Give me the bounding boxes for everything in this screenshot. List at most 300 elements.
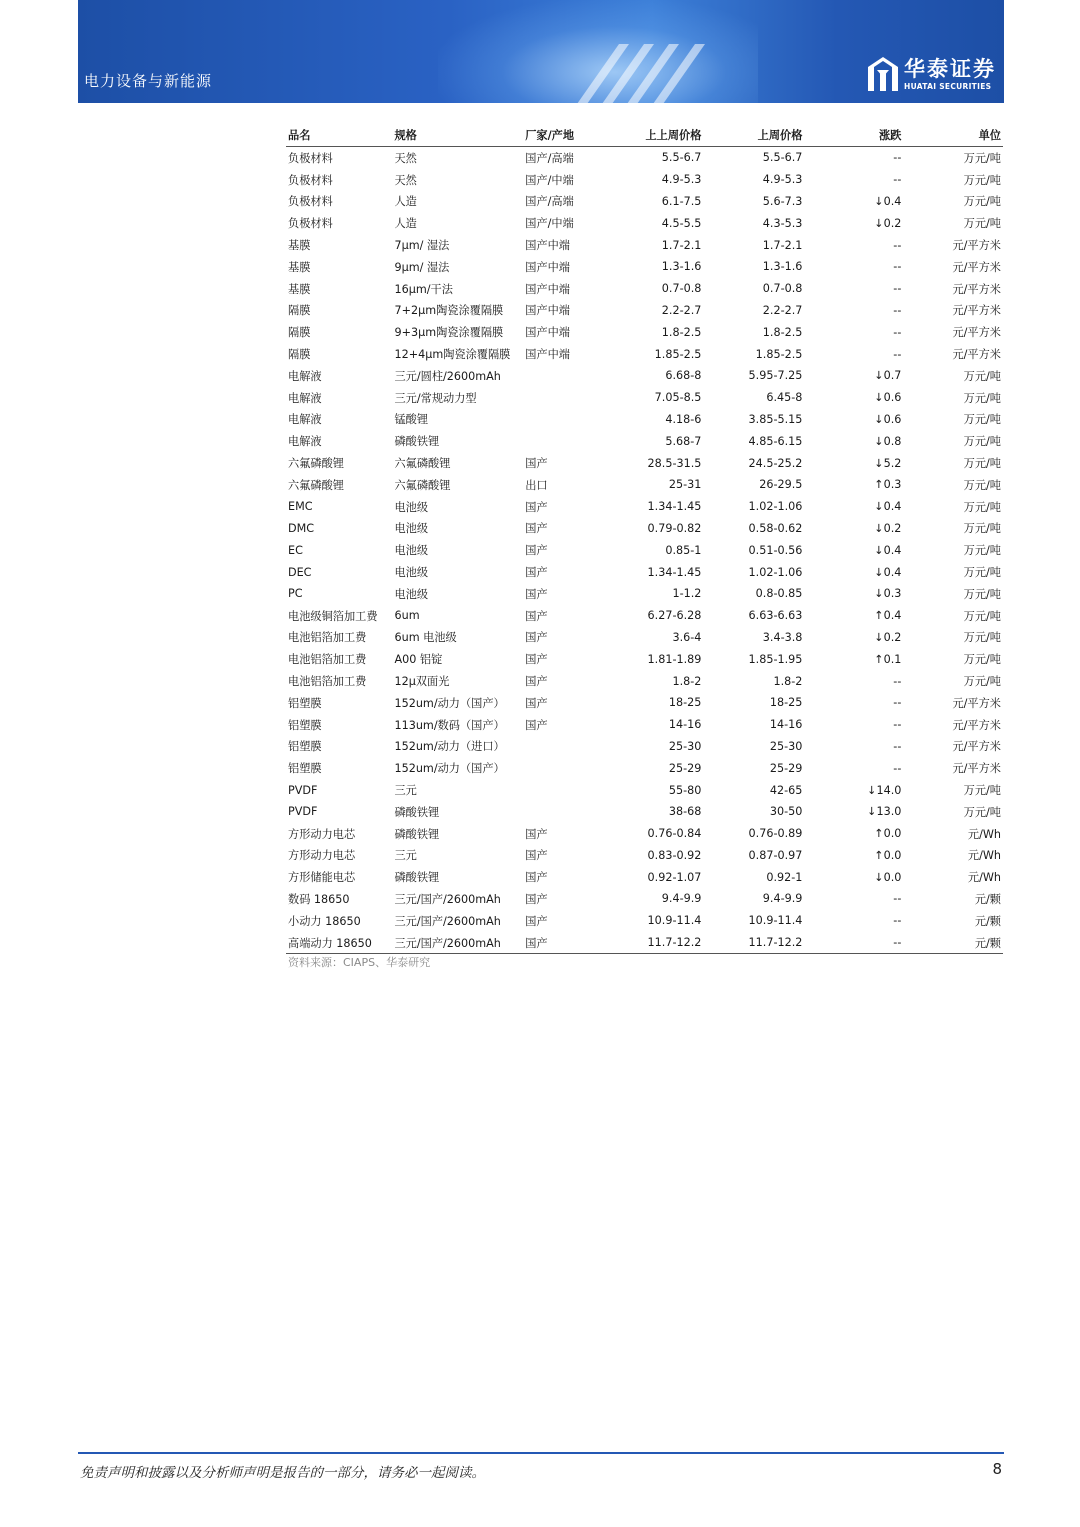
cell-prev-prev-price: 1.81-1.89 <box>647 652 702 666</box>
source-note: 资料来源：CIAPS、华泰研究 <box>288 956 431 969</box>
cell-change: ↑0.3 <box>874 478 902 492</box>
table-row <box>286 278 1003 300</box>
cell-product: DMC <box>288 521 315 535</box>
cell-unit: 万元/吨 <box>963 653 1001 667</box>
cell-prev-price: 25-30 <box>769 739 803 753</box>
cell-change: -- <box>893 696 902 710</box>
cell-prev-price: 42-65 <box>769 783 803 797</box>
cell-origin <box>523 779 611 801</box>
cell-origin: 国产 <box>525 522 548 536</box>
cell-spec: 三元/常规动力型 <box>394 391 477 405</box>
cell-unit: 元/平方米 <box>952 696 1001 710</box>
table-header-row <box>286 124 1003 147</box>
cell-origin <box>523 430 611 452</box>
cell-origin: 国产中端 <box>525 348 570 362</box>
cell-product: 小动力 18650 <box>288 914 361 928</box>
cell-spec: 三元/国产/2600mAh <box>394 892 501 906</box>
cell-origin: 国产 <box>525 871 548 885</box>
column-header: 上周价格 <box>703 124 804 147</box>
column-header: 品名 <box>286 124 392 147</box>
cell-unit: 万元/吨 <box>963 675 1001 689</box>
cell-change: ↓0.2 <box>874 521 902 535</box>
cell-origin: 国产 <box>525 631 548 645</box>
table-row <box>286 670 1003 692</box>
cell-unit: 万元/吨 <box>963 173 1001 187</box>
cell-prev-prev-price: 5.68-7 <box>665 434 702 448</box>
cell-prev-price: 4.85-6.15 <box>748 434 803 448</box>
cell-prev-prev-price: 10.9-11.4 <box>647 914 702 928</box>
table-row <box>286 583 1003 605</box>
cell-prev-prev-price: 0.79-0.82 <box>647 521 702 535</box>
table-row <box>286 823 1003 845</box>
table-row <box>286 147 1003 169</box>
cell-unit: 元/平方米 <box>952 326 1001 340</box>
cell-unit: 元/平方米 <box>952 239 1001 253</box>
cell-prev-price: 6.63-6.63 <box>748 609 803 623</box>
cell-origin <box>523 757 611 779</box>
cell-change: ↓13.0 <box>867 805 902 819</box>
cell-origin <box>523 409 611 431</box>
cell-unit: 万元/吨 <box>963 522 1001 536</box>
cell-unit: 元/Wh <box>967 849 1001 863</box>
cell-unit: 万元/吨 <box>963 784 1001 797</box>
cell-unit: 万元/吨 <box>963 195 1001 209</box>
cell-origin: 国产 <box>525 675 548 689</box>
cell-change: ↑0.0 <box>874 827 902 841</box>
cell-product: EC <box>288 543 303 557</box>
cell-spec: A00 铝锭 <box>394 653 443 667</box>
cell-change: -- <box>893 238 902 252</box>
cell-unit: 元/平方米 <box>952 282 1001 296</box>
cell-change: -- <box>893 325 902 339</box>
header-banner <box>78 0 1004 103</box>
cell-spec: 磷酸铁锂 <box>394 805 440 819</box>
table-row <box>286 300 1003 322</box>
table-row <box>286 212 1003 234</box>
table-row <box>286 757 1003 779</box>
logo-name-cn: 华泰证券 <box>904 56 996 81</box>
cell-unit: 元/平方米 <box>952 304 1001 318</box>
cell-prev-prev-price: 0.76-0.84 <box>647 827 702 841</box>
cell-change: -- <box>893 151 902 165</box>
cell-prev-prev-price: 28.5-31.5 <box>647 456 702 470</box>
table-row <box>286 474 1003 496</box>
cell-prev-prev-price: 7.05-8.5 <box>654 391 702 405</box>
cell-change: -- <box>893 173 902 187</box>
cell-product: 基膜 <box>288 260 311 274</box>
cell-prev-prev-price: 5.5-6.7 <box>661 151 702 165</box>
cell-origin: 国产中端 <box>525 304 570 318</box>
cell-prev-price: 1.3-1.6 <box>762 260 803 274</box>
cell-spec: 磷酸铁锂 <box>394 871 440 885</box>
cell-prev-price: 1.85-1.95 <box>748 652 803 666</box>
cell-origin: 国产/中端 <box>525 217 574 231</box>
table-row <box>286 779 1003 801</box>
cell-product: 方形储能电芯 <box>288 871 356 885</box>
cell-change: ↑0.1 <box>874 652 902 666</box>
cell-prev-prev-price: 1.85-2.5 <box>654 347 702 361</box>
page-number: 8 <box>992 1460 1002 1478</box>
cell-prev-prev-price: 1.8-2 <box>672 674 702 688</box>
table-row <box>286 409 1003 431</box>
cell-origin: 国产 <box>525 500 548 514</box>
cell-unit: 万元/吨 <box>963 500 1001 514</box>
cell-prev-prev-price: 38-68 <box>668 805 702 819</box>
column-header: 上上周价格 <box>611 124 703 147</box>
cell-prev-prev-price: 1.34-1.45 <box>647 500 702 514</box>
cell-change: ↑0.0 <box>874 848 902 862</box>
cell-prev-price: 6.45-8 <box>766 391 803 405</box>
cell-product: 方形动力电芯 <box>288 827 356 841</box>
table-row <box>286 692 1003 714</box>
cell-change: ↓0.4 <box>874 565 902 579</box>
cell-prev-price: 11.7-12.2 <box>703 932 804 954</box>
cell-product: 基膜 <box>288 282 311 296</box>
cell-prev-price: 1.8-2 <box>773 674 803 688</box>
cell-prev-prev-price: 11.7-12.2 <box>611 932 703 954</box>
table-row <box>286 234 1003 256</box>
cell-product: 隔膜 <box>288 348 311 362</box>
cell-change: ↓0.6 <box>874 412 902 426</box>
cell-change: ↓0.6 <box>874 391 902 405</box>
cell-product: 高端动力 18650 <box>286 932 392 954</box>
cell-product: 电解液 <box>288 369 322 383</box>
cell-unit: 元/平方米 <box>952 762 1001 776</box>
cell-origin: 国产/高端 <box>525 195 574 209</box>
cell-change: ↓0.2 <box>874 630 902 644</box>
cell-prev-prev-price: 0.7-0.8 <box>661 282 702 296</box>
cell-spec: 天然 <box>394 173 417 187</box>
cell-unit: 元/颗 <box>974 914 1001 928</box>
cell-origin: 国产 <box>525 653 548 667</box>
table-row <box>286 365 1003 387</box>
cell-spec: 磷酸铁锂 <box>394 827 440 841</box>
cell-product: 数码 18650 <box>288 892 350 906</box>
cell-prev-price: 30-50 <box>769 805 803 819</box>
cell-origin: 国产中端 <box>525 282 570 296</box>
cell-prev-prev-price: 1.8-2.5 <box>661 325 702 339</box>
table-row <box>286 648 1003 670</box>
column-header: 规格 <box>392 124 523 147</box>
cell-change: ↓0.4 <box>874 194 902 208</box>
cell-change: -- <box>893 303 902 317</box>
cell-origin: 国产 <box>525 892 548 906</box>
cell-change: ↓0.0 <box>874 870 902 884</box>
cell-prev-price: 0.58-0.62 <box>748 521 803 535</box>
cell-spec: 三元/国产/2600mAh <box>394 914 501 928</box>
cell-spec: 电池级 <box>394 566 429 580</box>
cell-product: DEC <box>288 565 312 579</box>
cell-spec: 12+4μm陶瓷涂覆隔膜 <box>394 348 511 362</box>
table-row <box>286 496 1003 518</box>
cell-spec: 人造 <box>394 217 417 231</box>
cell-unit: 元/平方米 <box>952 740 1001 754</box>
cell-prev-price: 14-16 <box>769 718 803 732</box>
cell-prev-prev-price: 25-31 <box>668 478 702 492</box>
cell-change: ↓5.2 <box>874 456 902 470</box>
cell-change: ↓14.0 <box>867 783 902 797</box>
cell-spec: 电池级 <box>394 544 429 558</box>
table-body <box>286 147 1003 954</box>
cell-change: ↓0.2 <box>874 216 902 230</box>
company-logo <box>868 57 996 91</box>
cell-unit: 万元/吨 <box>963 151 1001 165</box>
cell-unit: 元/颗 <box>974 892 1001 906</box>
cell-change: ↓0.4 <box>874 543 902 557</box>
cell-product: EMC <box>288 500 313 514</box>
cell-product: 基膜 <box>288 239 311 253</box>
cell-prev-prev-price: 0.83-0.92 <box>647 848 702 862</box>
cell-prev-price: 4.9-5.3 <box>762 173 803 187</box>
cell-spec: 9+3μm陶瓷涂覆隔膜 <box>394 326 504 340</box>
cell-change: -- <box>893 761 902 775</box>
cell-spec: 113um/数码（国产） <box>394 718 505 732</box>
cell-change: ↓0.4 <box>874 500 902 514</box>
cell-origin: 国产 <box>523 932 611 954</box>
cell-spec: 6um <box>394 609 420 623</box>
cell-origin: 国产中端 <box>525 239 570 253</box>
table-row <box>286 866 1003 888</box>
cell-product: 电池铝箔加工费 <box>288 631 367 645</box>
cell-product: PVDF <box>288 805 318 819</box>
cell-prev-prev-price: 55-80 <box>668 783 702 797</box>
cell-prev-prev-price: 6.1-7.5 <box>661 194 702 208</box>
cell-unit: 万元/吨 <box>963 544 1001 558</box>
cell-change: -- <box>893 718 902 732</box>
logo-mark-icon <box>868 57 898 91</box>
cell-unit: 万元/吨 <box>963 631 1001 645</box>
cell-spec: 152um/动力（进口） <box>394 740 505 754</box>
cell-spec: 三元/圆柱/2600mAh <box>394 369 501 383</box>
cell-spec: 三元 <box>394 849 417 863</box>
cell-prev-prev-price: 1.34-1.45 <box>647 565 702 579</box>
cell-product: 负极材料 <box>288 173 333 187</box>
cell-product: 电池铝箔加工费 <box>288 653 367 667</box>
cell-spec: 天然 <box>394 151 417 165</box>
cell-spec: 三元/国产/2600mAh <box>392 932 523 954</box>
cell-prev-price: 0.8-0.85 <box>755 587 803 601</box>
cell-product: 隔膜 <box>288 326 311 340</box>
cell-unit: 万元/吨 <box>963 391 1001 405</box>
cell-spec: 三元 <box>394 784 417 797</box>
cell-unit: 万元/吨 <box>963 457 1001 471</box>
cell-origin: 国产 <box>525 587 548 601</box>
table-row <box>286 801 1003 823</box>
cell-unit: 万元/吨 <box>963 435 1001 449</box>
cell-prev-price: 1.8-2.5 <box>762 325 803 339</box>
cell-product: 方形动力电芯 <box>288 849 356 863</box>
table-row <box>286 169 1003 191</box>
cell-unit: 元/平方米 <box>952 348 1001 362</box>
table-row <box>286 561 1003 583</box>
cell-unit: 万元/吨 <box>963 369 1001 383</box>
table-row <box>286 845 1003 867</box>
cell-unit: 万元/吨 <box>963 413 1001 427</box>
cell-unit: 元/Wh <box>967 827 1001 841</box>
cell-product: 铝塑膜 <box>288 740 322 754</box>
cell-product: 电解液 <box>288 413 322 427</box>
table-row <box>286 888 1003 910</box>
price-table <box>286 124 1003 954</box>
cell-change: -- <box>804 932 903 954</box>
cell-change: -- <box>893 892 902 906</box>
cell-unit: 元/平方米 <box>952 718 1001 732</box>
cell-prev-price: 1.7-2.1 <box>762 238 803 252</box>
cell-origin <box>523 736 611 758</box>
cell-change: ↓0.7 <box>874 369 902 383</box>
cell-prev-price: 5.95-7.25 <box>748 369 803 383</box>
table-row <box>286 736 1003 758</box>
cell-prev-prev-price: 3.6-4 <box>672 630 702 644</box>
cell-product: PVDF <box>288 783 318 797</box>
cell-unit: 元/平方米 <box>952 260 1001 274</box>
cell-unit: 元/Wh <box>967 871 1001 885</box>
cell-product: 电池级铜箔加工费 <box>288 609 378 623</box>
cell-spec: 六氟磷酸锂 <box>394 478 451 492</box>
cell-prev-prev-price: 0.85-1 <box>665 543 702 557</box>
cell-spec: 电池级 <box>394 587 429 601</box>
table-row <box>286 627 1003 649</box>
cell-unit: 万元/吨 <box>963 566 1001 580</box>
footer-disclaimer: 免责声明和披露以及分析师声明是报告的一部分，请务必一起阅读。 <box>80 1465 485 1481</box>
cell-product: 负极材料 <box>288 195 333 209</box>
cell-change: -- <box>893 674 902 688</box>
table-row <box>286 321 1003 343</box>
cell-prev-price: 24.5-25.2 <box>748 456 803 470</box>
cell-product: 负极材料 <box>288 217 333 231</box>
cell-unit: 元/颗 <box>903 932 1003 954</box>
cell-prev-prev-price: 14-16 <box>668 718 702 732</box>
cell-change: -- <box>893 739 902 753</box>
cell-prev-prev-price: 4.5-5.5 <box>661 216 702 230</box>
cell-origin: 出口 <box>525 478 548 492</box>
cell-prev-price: 1.85-2.5 <box>755 347 803 361</box>
cell-product: 六氟磷酸锂 <box>288 478 344 492</box>
cell-prev-prev-price: 9.4-9.9 <box>661 892 702 906</box>
cell-product: 隔膜 <box>288 304 311 318</box>
cell-prev-price: 5.6-7.3 <box>762 194 803 208</box>
cell-prev-price: 1.02-1.06 <box>748 565 803 579</box>
cell-prev-price: 0.7-0.8 <box>762 282 803 296</box>
cell-prev-price: 3.85-5.15 <box>748 412 803 426</box>
cell-spec: 152um/动力（国产） <box>394 696 505 710</box>
cell-product: 铝塑膜 <box>288 762 322 776</box>
cell-spec: 六氟磷酸锂 <box>394 457 451 471</box>
cell-prev-price: 9.4-9.9 <box>762 892 803 906</box>
cell-prev-price: 26-29.5 <box>759 478 803 492</box>
cell-spec: 7+2μm陶瓷涂覆隔膜 <box>394 304 504 318</box>
cell-prev-prev-price: 6.68-8 <box>665 369 702 383</box>
cell-origin: 国产 <box>525 609 548 623</box>
cell-change: ↓0.3 <box>874 587 902 601</box>
cell-origin <box>523 801 611 823</box>
cell-spec: 电池级 <box>394 522 429 536</box>
cell-origin: 国产 <box>525 566 548 580</box>
cell-prev-price: 10.9-11.4 <box>748 914 803 928</box>
cell-spec: 12μ双面光 <box>394 675 450 689</box>
cell-change: ↑0.4 <box>874 609 902 623</box>
cell-prev-price: 5.5-6.7 <box>762 151 803 165</box>
cell-prev-price: 4.3-5.3 <box>762 216 803 230</box>
cell-prev-prev-price: 4.9-5.3 <box>661 173 702 187</box>
cell-prev-price: 1.02-1.06 <box>748 500 803 514</box>
cell-origin: 国产 <box>525 457 548 471</box>
cell-spec: 磷酸铁锂 <box>394 435 440 449</box>
cell-prev-prev-price: 18-25 <box>668 696 702 710</box>
cell-unit: 万元/吨 <box>963 805 1001 819</box>
cell-origin <box>523 365 611 387</box>
footer-divider <box>78 1452 1004 1454</box>
table-row <box>286 714 1003 736</box>
cell-origin: 国产 <box>525 696 548 710</box>
cell-prev-price: 0.92-1 <box>766 870 803 884</box>
cell-prev-prev-price: 4.18-6 <box>665 412 702 426</box>
cell-prev-price: 18-25 <box>769 696 803 710</box>
cell-prev-price: 25-29 <box>769 761 803 775</box>
cell-origin: 国产中端 <box>525 260 570 274</box>
cell-product: 铝塑膜 <box>288 696 322 710</box>
cell-prev-prev-price: 1-1.2 <box>672 587 702 601</box>
column-header: 厂家/产地 <box>523 124 611 147</box>
cell-origin: 国产 <box>525 849 548 863</box>
table-row <box>286 343 1003 365</box>
table-row <box>286 452 1003 474</box>
cell-change: -- <box>893 347 902 361</box>
cell-spec: 7μm/ 湿法 <box>394 239 450 253</box>
cell-unit: 万元/吨 <box>963 609 1001 623</box>
cell-spec: 6um 电池级 <box>394 631 457 645</box>
cell-prev-prev-price: 6.27-6.28 <box>647 609 702 623</box>
table-row <box>286 191 1003 213</box>
table-row <box>286 932 1003 954</box>
cell-product: 电解液 <box>288 391 322 405</box>
table-row <box>286 605 1003 627</box>
cell-prev-prev-price: 0.92-1.07 <box>647 870 702 884</box>
table-row <box>286 539 1003 561</box>
cell-origin: 国产/中端 <box>525 173 574 187</box>
column-header: 涨跌 <box>804 124 903 147</box>
logo-name-en: HUATAI SECURITIES <box>904 81 992 91</box>
cell-spec: 电池级 <box>394 500 429 514</box>
table-row <box>286 518 1003 540</box>
table-row <box>286 256 1003 278</box>
cell-spec: 人造 <box>394 195 417 209</box>
cell-prev-prev-price: 1.3-1.6 <box>661 260 702 274</box>
cell-unit: 万元/吨 <box>963 478 1001 492</box>
sector-title: 电力设备与新能源 <box>84 72 213 90</box>
cell-product: 六氟磷酸锂 <box>288 457 344 471</box>
cell-change: -- <box>893 914 902 928</box>
cell-prev-prev-price: 2.2-2.7 <box>661 303 702 317</box>
cell-origin <box>523 387 611 409</box>
cell-spec: 152um/动力（国产） <box>394 762 505 776</box>
cell-origin: 国产中端 <box>525 326 570 340</box>
cell-product: 电池铝箔加工费 <box>288 675 367 689</box>
cell-change: -- <box>893 282 902 296</box>
cell-prev-price: 2.2-2.7 <box>762 303 803 317</box>
cell-spec: 9μm/ 湿法 <box>394 260 450 274</box>
table-row <box>286 910 1003 932</box>
column-header: 单位 <box>903 124 1003 147</box>
cell-product: 电解液 <box>288 435 322 449</box>
cell-prev-price: 0.87-0.97 <box>748 848 803 862</box>
cell-product: 铝塑膜 <box>288 718 322 732</box>
cell-origin: 国产 <box>525 827 548 841</box>
cell-origin: 国产 <box>525 914 548 928</box>
cell-product: 负极材料 <box>288 151 333 165</box>
cell-prev-price: 3.4-3.8 <box>762 630 803 644</box>
cell-unit: 万元/吨 <box>963 217 1001 231</box>
